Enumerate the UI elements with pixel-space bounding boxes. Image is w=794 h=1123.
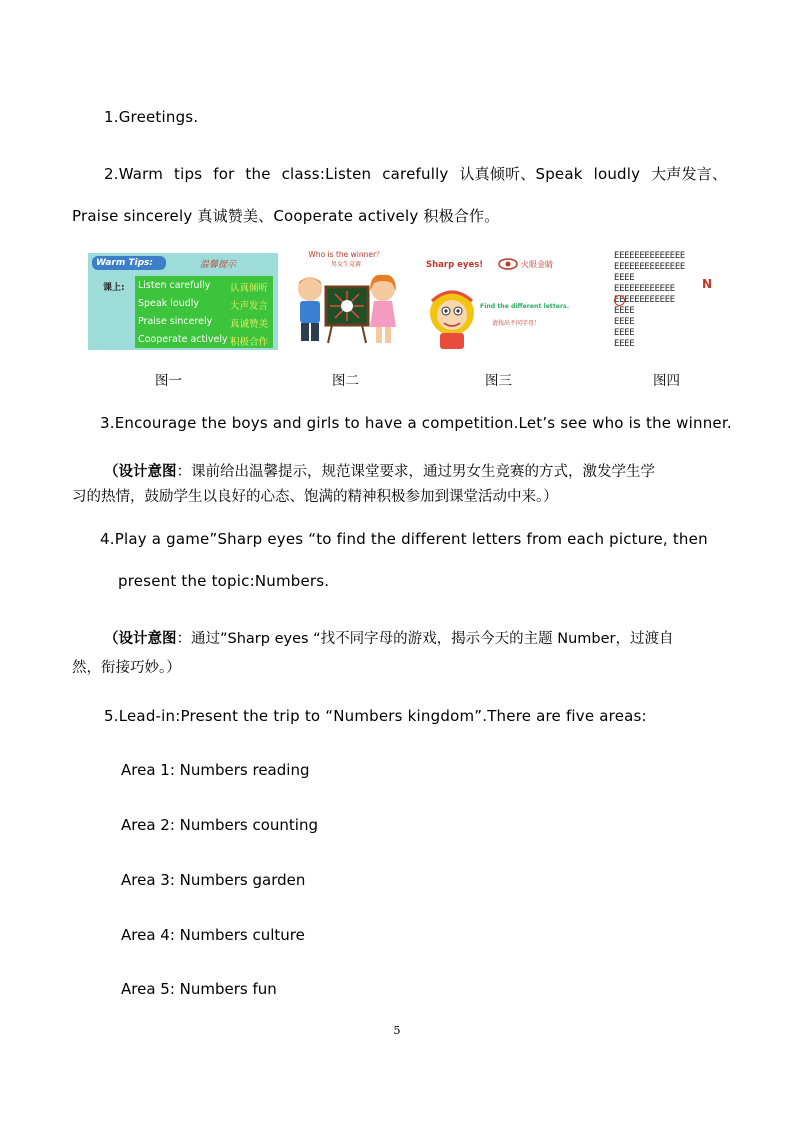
fig2-title: Who is the winner？ — [308, 250, 384, 259]
fig1-row: Listen carefully 认真倾听 — [138, 280, 268, 294]
fig4-line: EEEEEEEEEEEE — [614, 284, 675, 294]
caption-4: 图四 — [653, 373, 680, 389]
fig4-line: EEEE — [614, 339, 635, 349]
game-line1: 4.Play a game”Sharp eyes “to find the different letters from each picture, then — [100, 530, 708, 548]
area-item: Area 2: Numbers counting — [121, 816, 319, 834]
competition-line: 3.Encourage the boys and girls to have a competition.Let’s see who is the winner. — [100, 414, 732, 432]
design-intent-label: （设计意图 — [104, 464, 177, 480]
caption-3: 图三 — [485, 373, 512, 389]
figure-letters — [612, 251, 722, 351]
area-item: Area 5: Numbers fun — [121, 980, 277, 998]
design-intent-1a: （设计意图：课前给出温馨提示，规范课堂要求，通过男女生竞赛的方式，激发学生学 — [104, 464, 655, 480]
fig3-line2: 请找出不同字母！ — [492, 320, 541, 327]
figure-boys-girls — [290, 247, 402, 349]
lead-in-line: 5.Lead-in:Present the trip to “Numbers kingdom”.There are five areas: — [104, 707, 647, 725]
warm-tips-line1: 2.Warm tips for the class:Listen carefully 认真倾听、Speak loudly 大声发言、 — [104, 165, 728, 183]
fig4-line: EEEE — [614, 273, 635, 283]
area-item: Area 1: Numbers reading — [121, 761, 310, 779]
fig4-line: EEEEEEEEEEEE — [614, 295, 675, 305]
greetings: 1.Greetings. — [104, 108, 199, 126]
design-intent-2b: 然，衔接巧妙。） — [72, 660, 181, 676]
warm-tips-line2: Praise sincerely 真诚赞美、Cooperate actively 积极合作。 — [72, 207, 500, 225]
game-line2: present the topic:Numbers. — [118, 572, 330, 590]
design-intent-label: （设计意图 — [104, 631, 177, 647]
figure-warm-tips — [88, 253, 278, 350]
fig4-line: EEEEEEEEEEEEEE — [614, 262, 685, 272]
caption-2: 图二 — [332, 373, 359, 389]
fig3-line1: Find the different letters. — [480, 303, 570, 310]
fig1-ke: 课上: — [103, 283, 125, 293]
area-item: Area 4: Numbers culture — [121, 926, 305, 944]
area-item: Area 3: Numbers garden — [121, 871, 306, 889]
figure-sharp-eyes — [420, 253, 580, 351]
fig1-row: Cooperate actively 积极合作 — [138, 334, 268, 348]
fig1-row: Praise sincerely 真诚赞美 — [138, 316, 268, 330]
fig4-marker: N — [702, 277, 713, 291]
fig2-subtitle: 男女生竞赛 — [330, 261, 362, 268]
fig3-title: Sharp eyes! — [426, 260, 484, 270]
boy-girl-illustration — [290, 247, 402, 349]
fig4-line: EEEE — [614, 317, 635, 327]
page-number: 5 — [393, 1024, 401, 1037]
design-intent-2a: （设计意图：通过”Sharp eyes “找不同字母的游戏，揭示今天的主题 Number，过渡自 — [104, 631, 674, 647]
fig3-title-cn: 火眼金睛 — [521, 260, 553, 269]
fig4-line: EEEEEEEEEEEEEE — [614, 251, 685, 261]
caption-1: 图一 — [155, 373, 182, 389]
monkey-king-illustration — [420, 253, 580, 351]
fig4-line: EEEE — [614, 328, 635, 338]
fig1-row: Speak loudly 大声发言 — [138, 298, 268, 312]
fig1-header-cn: 温馨提示 — [200, 260, 237, 270]
design-intent-1b: 习的热情，鼓励学生以良好的心态、饱满的精神积极参加到课堂活动中来。） — [72, 489, 558, 505]
fig1-tips-box — [135, 276, 273, 348]
highlight-circle — [614, 295, 625, 306]
fig4-line: EEEE — [614, 306, 635, 316]
fig1-header: Warm Tips: — [92, 256, 166, 270]
